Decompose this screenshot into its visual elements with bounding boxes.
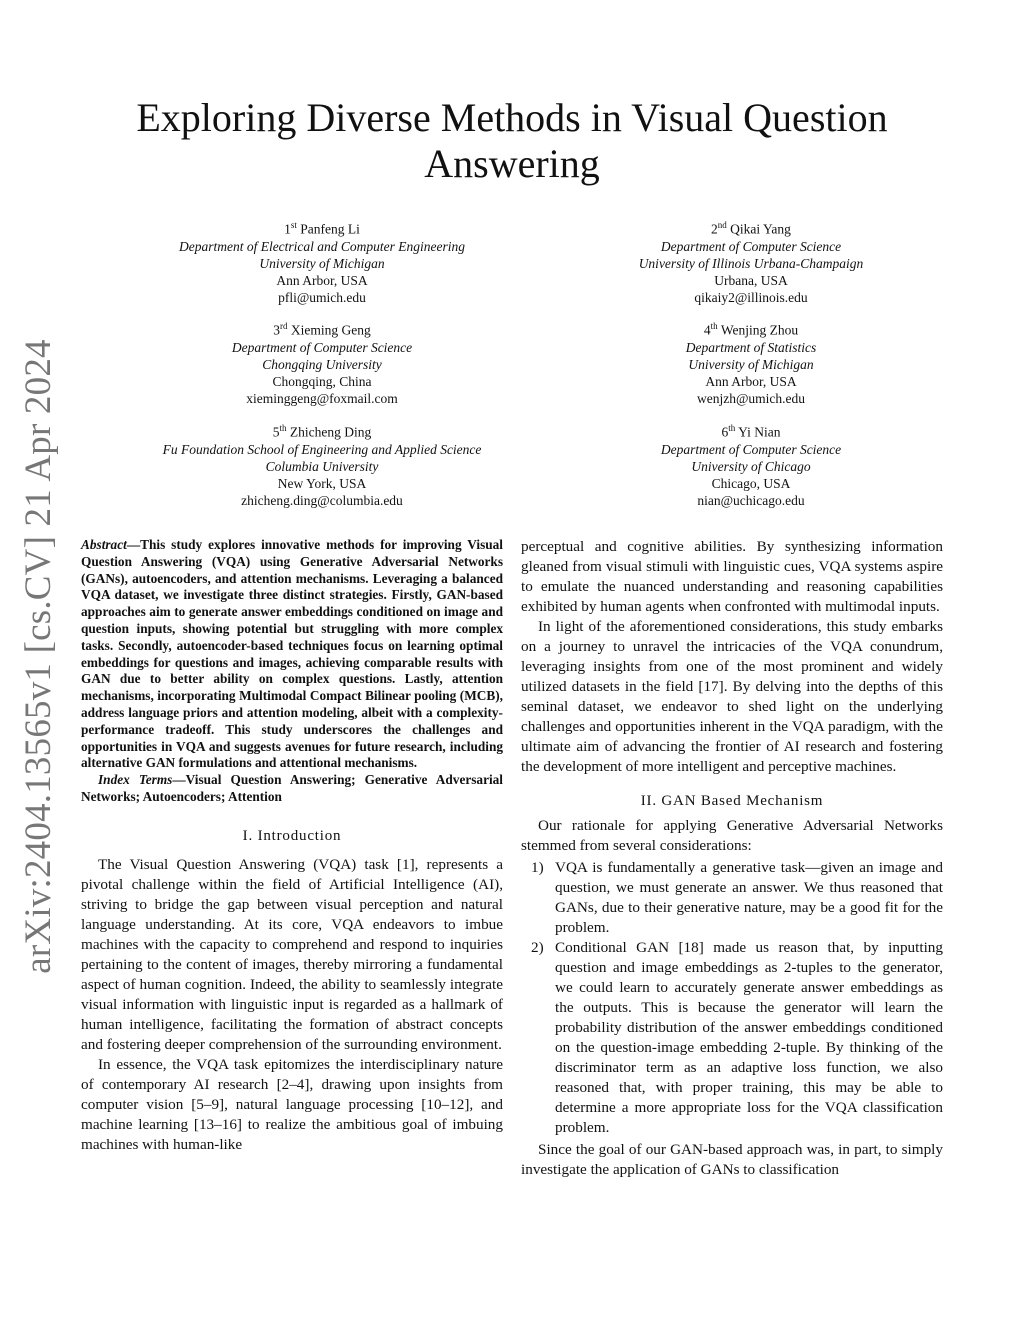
author-2 xyxy=(541,217,961,306)
author-1 xyxy=(112,217,532,306)
author-university: Columbia University xyxy=(265,458,379,474)
author-location: Ann Arbor, USA xyxy=(276,272,368,288)
author-name: Zhicheng Ding xyxy=(289,424,372,440)
gan-considerations-list xyxy=(521,858,943,1138)
abstract-text: —This study explores innovative methods for improving Visual Question Answering (VQA) using Generative Adversarial Networks (GANs), autoencoders, and attention mechanisms. Leveraging a balanced VQA dataset, we investigate three distinct strategies. Firstly, GAN-based approaches aim to generate answer embeddings conditioned on image and question inputs, showing potential but struggling with more complex tasks. Secondly, autoencoder-based techniques focus on learning optimal embeddings for questions and images, achieving comparable results with GAN due to better ability on complex questions. Lastly, attention mechanisms, incorporating Multimodal Compact Bilinear pooling (MCB), address language priors and attention modeling, albeit with a complexity-performance tradeoff. This study underscores the challenges and opportunities in VQA and suggests avenues for future research, including alternative GAN formulations and attentional mechanisms. xyxy=(81,537,503,771)
author-ordinal: st xyxy=(290,220,297,230)
author-5 xyxy=(112,420,532,509)
arxiv-identifier xyxy=(10,338,66,974)
intro-paragraph-1: The Visual Question Answering (VQA) task [1], represents a pivotal challenge within the field of Artificial Intelligence (AI), striving to bridge the gap between visual perception and natural language understanding. At its core, VQA endeavors to imbue machines with the capacity to comprehend and respond to inquiries pertaining to the content of images, thereby mirroring a fundamental aspect of human cognition. Indeed, the ability to seamlessly integrate visual information with linguistic input is regarded as a hallmark of human intelligence, facilitating the formation of abstract concepts and fostering deeper comprehension of the surrounding environment. xyxy=(81,855,503,1053)
abstract-label: Abstract xyxy=(81,537,127,552)
author-number: 1 xyxy=(284,221,291,237)
paper-title: Exploring Diverse Methods in Visual Question Answering xyxy=(136,95,888,186)
author-email: zhicheng.ding@columbia.edu xyxy=(241,492,403,508)
list-item-text: VQA is fundamentally a generative task—given an image and question, we must generate an answer. We thus reasoned that GANs, due to their generative nature, may be a good fit for the problem. xyxy=(555,859,943,936)
author-university: University of Chicago xyxy=(691,458,811,474)
author-department: Department of Statistics xyxy=(685,339,817,355)
gan-last-paragraph: Since the goal of our GAN-based approach was, in part, to simply investigate the application of GANs to classification xyxy=(521,1141,943,1178)
author-ordinal: th xyxy=(728,423,736,433)
author-number: 3 xyxy=(273,322,280,338)
author-department: Fu Foundation School of Engineering and Applied Science xyxy=(162,441,482,457)
author-department: Department of Computer Science xyxy=(660,238,842,254)
section-heading-gan: II. GAN Based Mechanism xyxy=(640,793,824,809)
author-university: University of Michigan xyxy=(259,255,385,271)
author-ordinal: th xyxy=(279,423,287,433)
author-name: Wenjing Zhou xyxy=(720,322,799,338)
author-email: qikaiy2@illinois.edu xyxy=(694,289,808,305)
index-terms-label: Index Terms xyxy=(98,772,173,788)
list-item xyxy=(521,938,943,1138)
index-terms-text: —Visual Question Answering; Generative Adversarial Networks; Autoencoders; Attention xyxy=(81,772,504,804)
author-email: nian@uchicago.edu xyxy=(697,492,805,508)
author-number: 2 xyxy=(711,221,718,237)
author-email: wenjzh@umich.edu xyxy=(696,390,806,406)
author-name: Panfeng Li xyxy=(300,221,360,237)
author-6 xyxy=(541,420,961,509)
author-name: Xieming Geng xyxy=(290,322,371,338)
author-ordinal: th xyxy=(710,321,718,331)
author-department: Department of Electrical and Computer Engineering xyxy=(178,238,466,254)
author-location: New York, USA xyxy=(277,475,367,491)
author-department: Department of Computer Science xyxy=(231,339,413,355)
author-email: xieminggeng@foxmail.com xyxy=(246,390,398,406)
author-department: Department of Computer Science xyxy=(660,441,842,457)
abstract xyxy=(81,537,503,772)
author-email: pfli@umich.edu xyxy=(278,289,366,305)
author-location: Chongqing, China xyxy=(272,373,372,389)
author-ordinal: nd xyxy=(717,220,727,230)
intro-continuation: perceptual and cognitive abilities. By synthesizing information gleaned from visual stimuli with linguistic cues, VQA systems aspire to emulate the nuanced understanding and reasoning capabilities exhibited by human agents when confronted with multimodal inputs. xyxy=(521,538,943,615)
list-item-number: 2) xyxy=(531,939,544,956)
right-column xyxy=(521,537,943,1180)
left-column xyxy=(81,537,503,1155)
gan-intro-paragraph: Our rationale for applying Generative Adversarial Networks stemmed from several considerations: xyxy=(521,817,943,854)
author-ordinal: rd xyxy=(280,321,288,331)
author-location: Chicago, USA xyxy=(711,475,791,491)
section-heading-introduction: I. Introduction xyxy=(242,827,342,844)
author-location: Urbana, USA xyxy=(714,272,788,288)
intro-paragraph-3: In light of the aforementioned considerations, this study embarks on a journey to unravel the intricacies of the VQA conundrum, leveraging insights from one of the most prominent and widely utilized datasets in the field [17]. By delving into the depths of this seminal dataset, we endeavor to shed light on the underlying challenges and opportunities inherent in the VQA paradigm, with the ultimate aim of advancing the frontier of AI research and fostering the development of more intelligent and perceptive machines. xyxy=(521,618,943,775)
author-university: University of Michigan xyxy=(688,356,814,372)
arxiv-identifier-text: arXiv:2404.13565v1 [cs.CV] 21 Apr 2024 xyxy=(17,338,59,974)
list-item-text: Conditional GAN [18] made us reason that, by inputting question and image embeddings as 2-tuples to the generator, we could learn to accurately generate answer embeddings as the outputs. This is because the generator will learn the probability distribution of the answer embeddings conditioned on the question-image embedding 2-tuple. By thinking of the discriminator term as an adaptive loss function, we also reasoned that, with proper training, this may be able to determine a more appropriate loss for the VQA classification problem. xyxy=(555,939,943,1136)
author-number: 4 xyxy=(703,322,711,338)
author-4 xyxy=(541,318,961,407)
list-item xyxy=(521,858,943,938)
author-university: Chongqing University xyxy=(262,356,382,372)
author-number: 6 xyxy=(721,424,729,440)
author-name: Qikai Yang xyxy=(730,221,791,237)
author-name: Yi Nian xyxy=(738,424,781,440)
author-number: 5 xyxy=(272,424,280,440)
author-university: University of Illinois Urbana-Champaign xyxy=(638,255,864,271)
index-terms xyxy=(81,772,503,806)
list-item-number: 1) xyxy=(531,859,544,876)
intro-paragraph-2: In essence, the VQA task epitomizes the interdisciplinary nature of contemporary AI research [2–4], drawing upon insights from computer vision [5–9], natural language processing [10–12], and machine learning [13–16] to realize the ambitious goal of imbuing machines with human-like xyxy=(81,1055,503,1153)
author-3 xyxy=(112,318,532,407)
author-location: Ann Arbor, USA xyxy=(705,373,797,389)
